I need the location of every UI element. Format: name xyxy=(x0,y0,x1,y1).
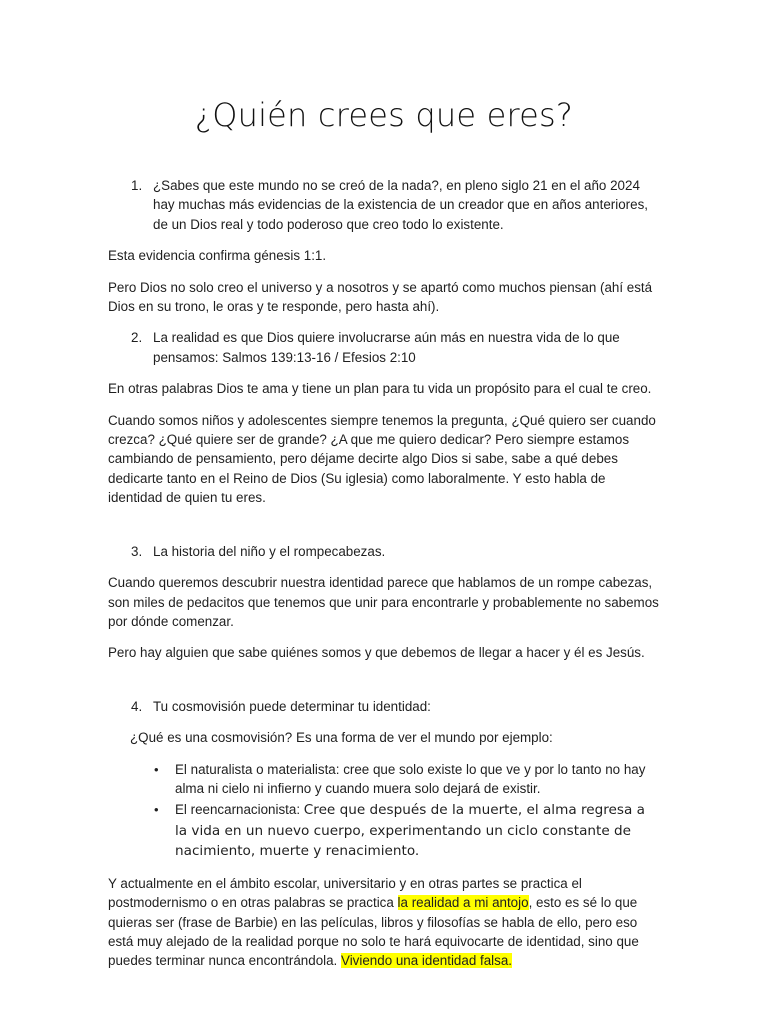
numbered-item-2 xyxy=(108,328,660,367)
item-text: La realidad es que Dios quiere involucrarse aún más en nuestra vida de lo que pensamos: Salmos 139:13-16 / Efesios 2:10 xyxy=(153,330,620,365)
paragraph: En otras palabras Dios te ama y tiene un plan para tu vida un propósito para el cual te creo. xyxy=(108,381,652,397)
bullet-label: El reencarnacionista: xyxy=(175,802,304,818)
bullet-icon: • xyxy=(154,761,159,777)
numbered-item-1 xyxy=(108,176,660,234)
numbered-item-3 xyxy=(108,542,660,561)
paragraph: Cuando queremos descubrir nuestra identidad parece que hablamos de un rompe cabezas, son miles de pedacitos que tenemos que unir para encontrarle y probablemente no sabemos por dónde comenzar. xyxy=(108,575,659,629)
item-number: 4. xyxy=(131,698,143,714)
numbered-item-4 xyxy=(108,697,660,716)
bullet-text: El naturalista o materialista: cree que solo existe lo que ve y por lo tanto no hay alma ni cielo ni infierno y cuando muera solo dejará de existir. xyxy=(175,761,646,796)
document-body xyxy=(108,176,660,971)
item-number: 3. xyxy=(131,543,143,559)
document-title: ¿Quién crees que eres? xyxy=(194,96,574,134)
paragraph: Pero Dios no solo creo el universo y a nosotros y se apartó como muchos piensan (ahí está Dios en su trono, le oras y te responde, pero hasta ahí). xyxy=(108,279,653,315)
highlighted-text: la realidad a mi antojo xyxy=(397,895,529,911)
spacer xyxy=(108,675,660,697)
item-text: Tu cosmovisión puede determinar tu identidad: xyxy=(153,698,431,714)
bullet-text: Cree que después de la muerte, el alma regresa a la vida en un nuevo cuerpo, experimentando un ciclo constante de nacimiento, muerte y renacimiento. xyxy=(175,802,645,860)
spacer xyxy=(108,520,660,542)
item-text: La historia del niño y el rompecabezas. xyxy=(153,543,386,559)
paragraph: Esta evidencia confirma génesis 1:1. xyxy=(108,248,327,264)
item-text: ¿Sabes que este mundo no se creó de la nada?, en pleno siglo 21 en el año 2024 hay muchas más evidencias de la existencia de un creador que en años anteriores, de un Dios real y todo poderoso que creo todo lo existente. xyxy=(153,178,649,232)
bullet-item-2 xyxy=(108,800,660,862)
paragraph-postmodernism xyxy=(108,874,660,971)
paragraph: Cuando somos niños y adolescentes siempre tenemos la pregunta, ¿Qué quiero ser cuando crezca? ¿Qué quiere ser de grande? ¿A que me quiero dedicar? Pero siempre estamos cambiando de pensamiento, pero déjame decirte algo Dios si sabe, sabe a qué debes dedicarte tanto en el Reino de Dios (Su iglesia) como laboralmente. Y esto habla de identidad de quien tu eres. xyxy=(108,412,656,506)
indented-paragraph: ¿Qué es una cosmovisión? Es una forma de ver el mundo por ejemplo: xyxy=(130,730,553,746)
bullet-item-1 xyxy=(108,760,660,799)
bullet-icon: • xyxy=(154,802,159,818)
paragraph-text: , esto es sé lo que quieras ser (frase de Barbie) en las películas, libros y filosofías se habla de ello, pero eso está muy alejado de la realidad porque no solo te hará equivocarte de identidad, sino que puedes terminar nunca encontrándola. xyxy=(108,895,639,969)
highlighted-text: Viviendo una identidad falsa. xyxy=(341,953,513,969)
paragraph: Pero hay alguien que sabe quiénes somos y que debemos de llegar a hacer y él es Jesús. xyxy=(108,645,645,661)
item-number: 1. xyxy=(131,178,143,193)
paragraph-text: Y actualmente en el ámbito escolar, universitario y en otras partes se practica el postmodernismo o en otras palabras se practica xyxy=(108,875,582,911)
item-number: 2. xyxy=(131,330,143,346)
